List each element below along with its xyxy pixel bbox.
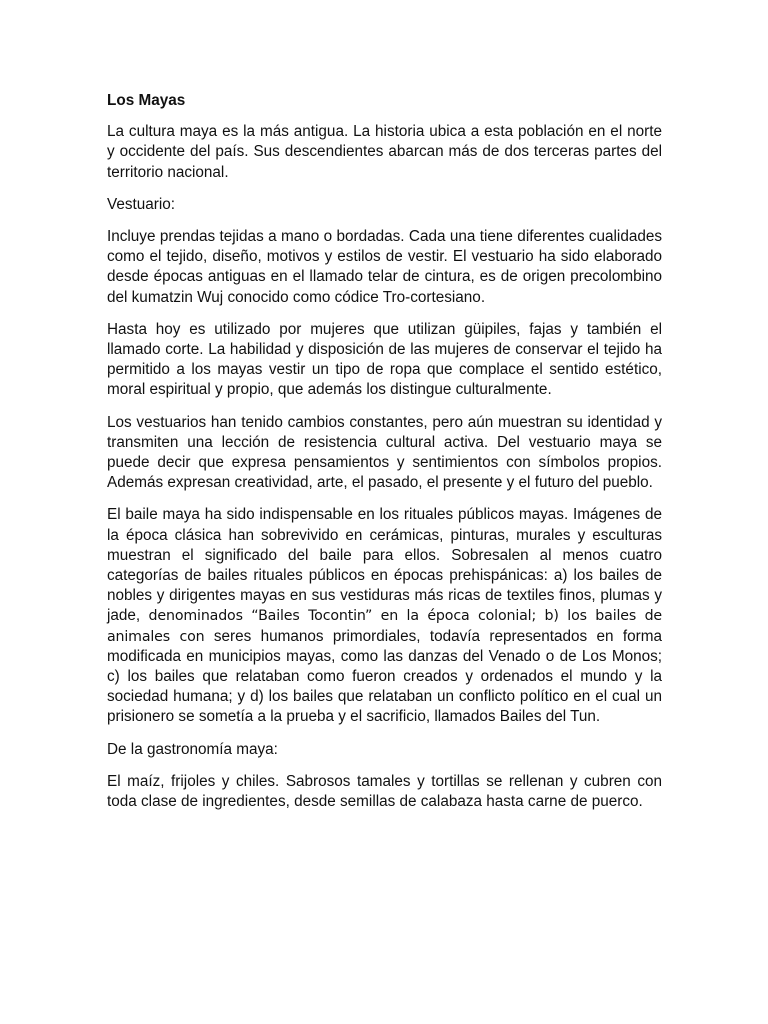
intro-paragraph: La cultura maya es la más antigua. La historia ubica a esta población en el norte y occidente del país. Sus descendientes abarcan más de dos terceras partes del territorio nacional. <box>107 123 662 181</box>
gastronomia-heading: De la gastronomía maya: <box>107 740 278 758</box>
vestuario-paragraph-2: Hasta hoy es utilizado por mujeres que utilizan güipiles, fajas y también el llamado corte. La habilidad y disposición de las mujeres de conservar el tejido ha permitido a los mayas vestir un tipo de ropa que complace el sentido estético, moral espiritual y propio, que además los distingue culturalmente. <box>107 320 662 399</box>
vestuario-heading: Vestuario: <box>107 195 176 213</box>
vestuario-paragraph-1: Incluye prendas tejidas a mano o bordadas. Cada una tiene diferentes cualidades como el tejido, diseño, motivos y estilos de vestir. El vestuario ha sido elaborado desde épocas antiguas en el llamado telar de cintura, es de origen precolombino del kumatzin Wuj conocido como códice Tro-cortesiano. <box>107 228 662 306</box>
baile-text-part-1: El baile maya ha sido indispensable en los rituales públicos mayas. Imágenes de la época clásica han sobrevivido en cerámicas, pinturas, murales y esculturas muestran el significado del baile para ellos. Sobresalen al menos cuatro categorías de bailes rituales públicos en épocas prehispánicas: a) los bailes de nobles y dirigentes mayas en sus vestiduras más ricas de textiles finos, plumas y jade, <box>107 506 662 625</box>
document-page <box>107 91 662 824</box>
baile-paragraph <box>107 505 662 727</box>
baile-text-part-2: denominados “Bailes Tocontin” en la época colonial; b) los bailes de animales con <box>107 608 663 645</box>
baile-text-part-3: seres humanos primordiales, todavía representados en forma modificada en municipios mayas, como las danzas del Venado o de Los Monos; c) los bailes que relataban como fueron creados y ordenados el mundo y la sociedad humana; y d) los bailes que relataban un conflicto político en el cual un prisionero se sometía a la prueba y el sacrificio, llamados Bailes del Tun. <box>107 627 662 726</box>
vestuario-paragraph-3: Los vestuarios han tenido cambios constantes, pero aún muestran su identidad y transmiten una lección de resistencia cultural activa. Del vestuario maya se puede decir que expresa pensamientos y sentimientos con símbolos propios. Además expresan creatividad, arte, el pasado, el presente y el futuro del pueblo. <box>107 413 662 492</box>
gastronomia-paragraph: El maíz, frijoles y chiles. Sabrosos tamales y tortillas se rellenan y cubren con toda clase de ingredientes, desde semillas de calabaza hasta carne de puerco. <box>107 772 662 811</box>
document-title: Los Mayas <box>107 92 186 109</box>
